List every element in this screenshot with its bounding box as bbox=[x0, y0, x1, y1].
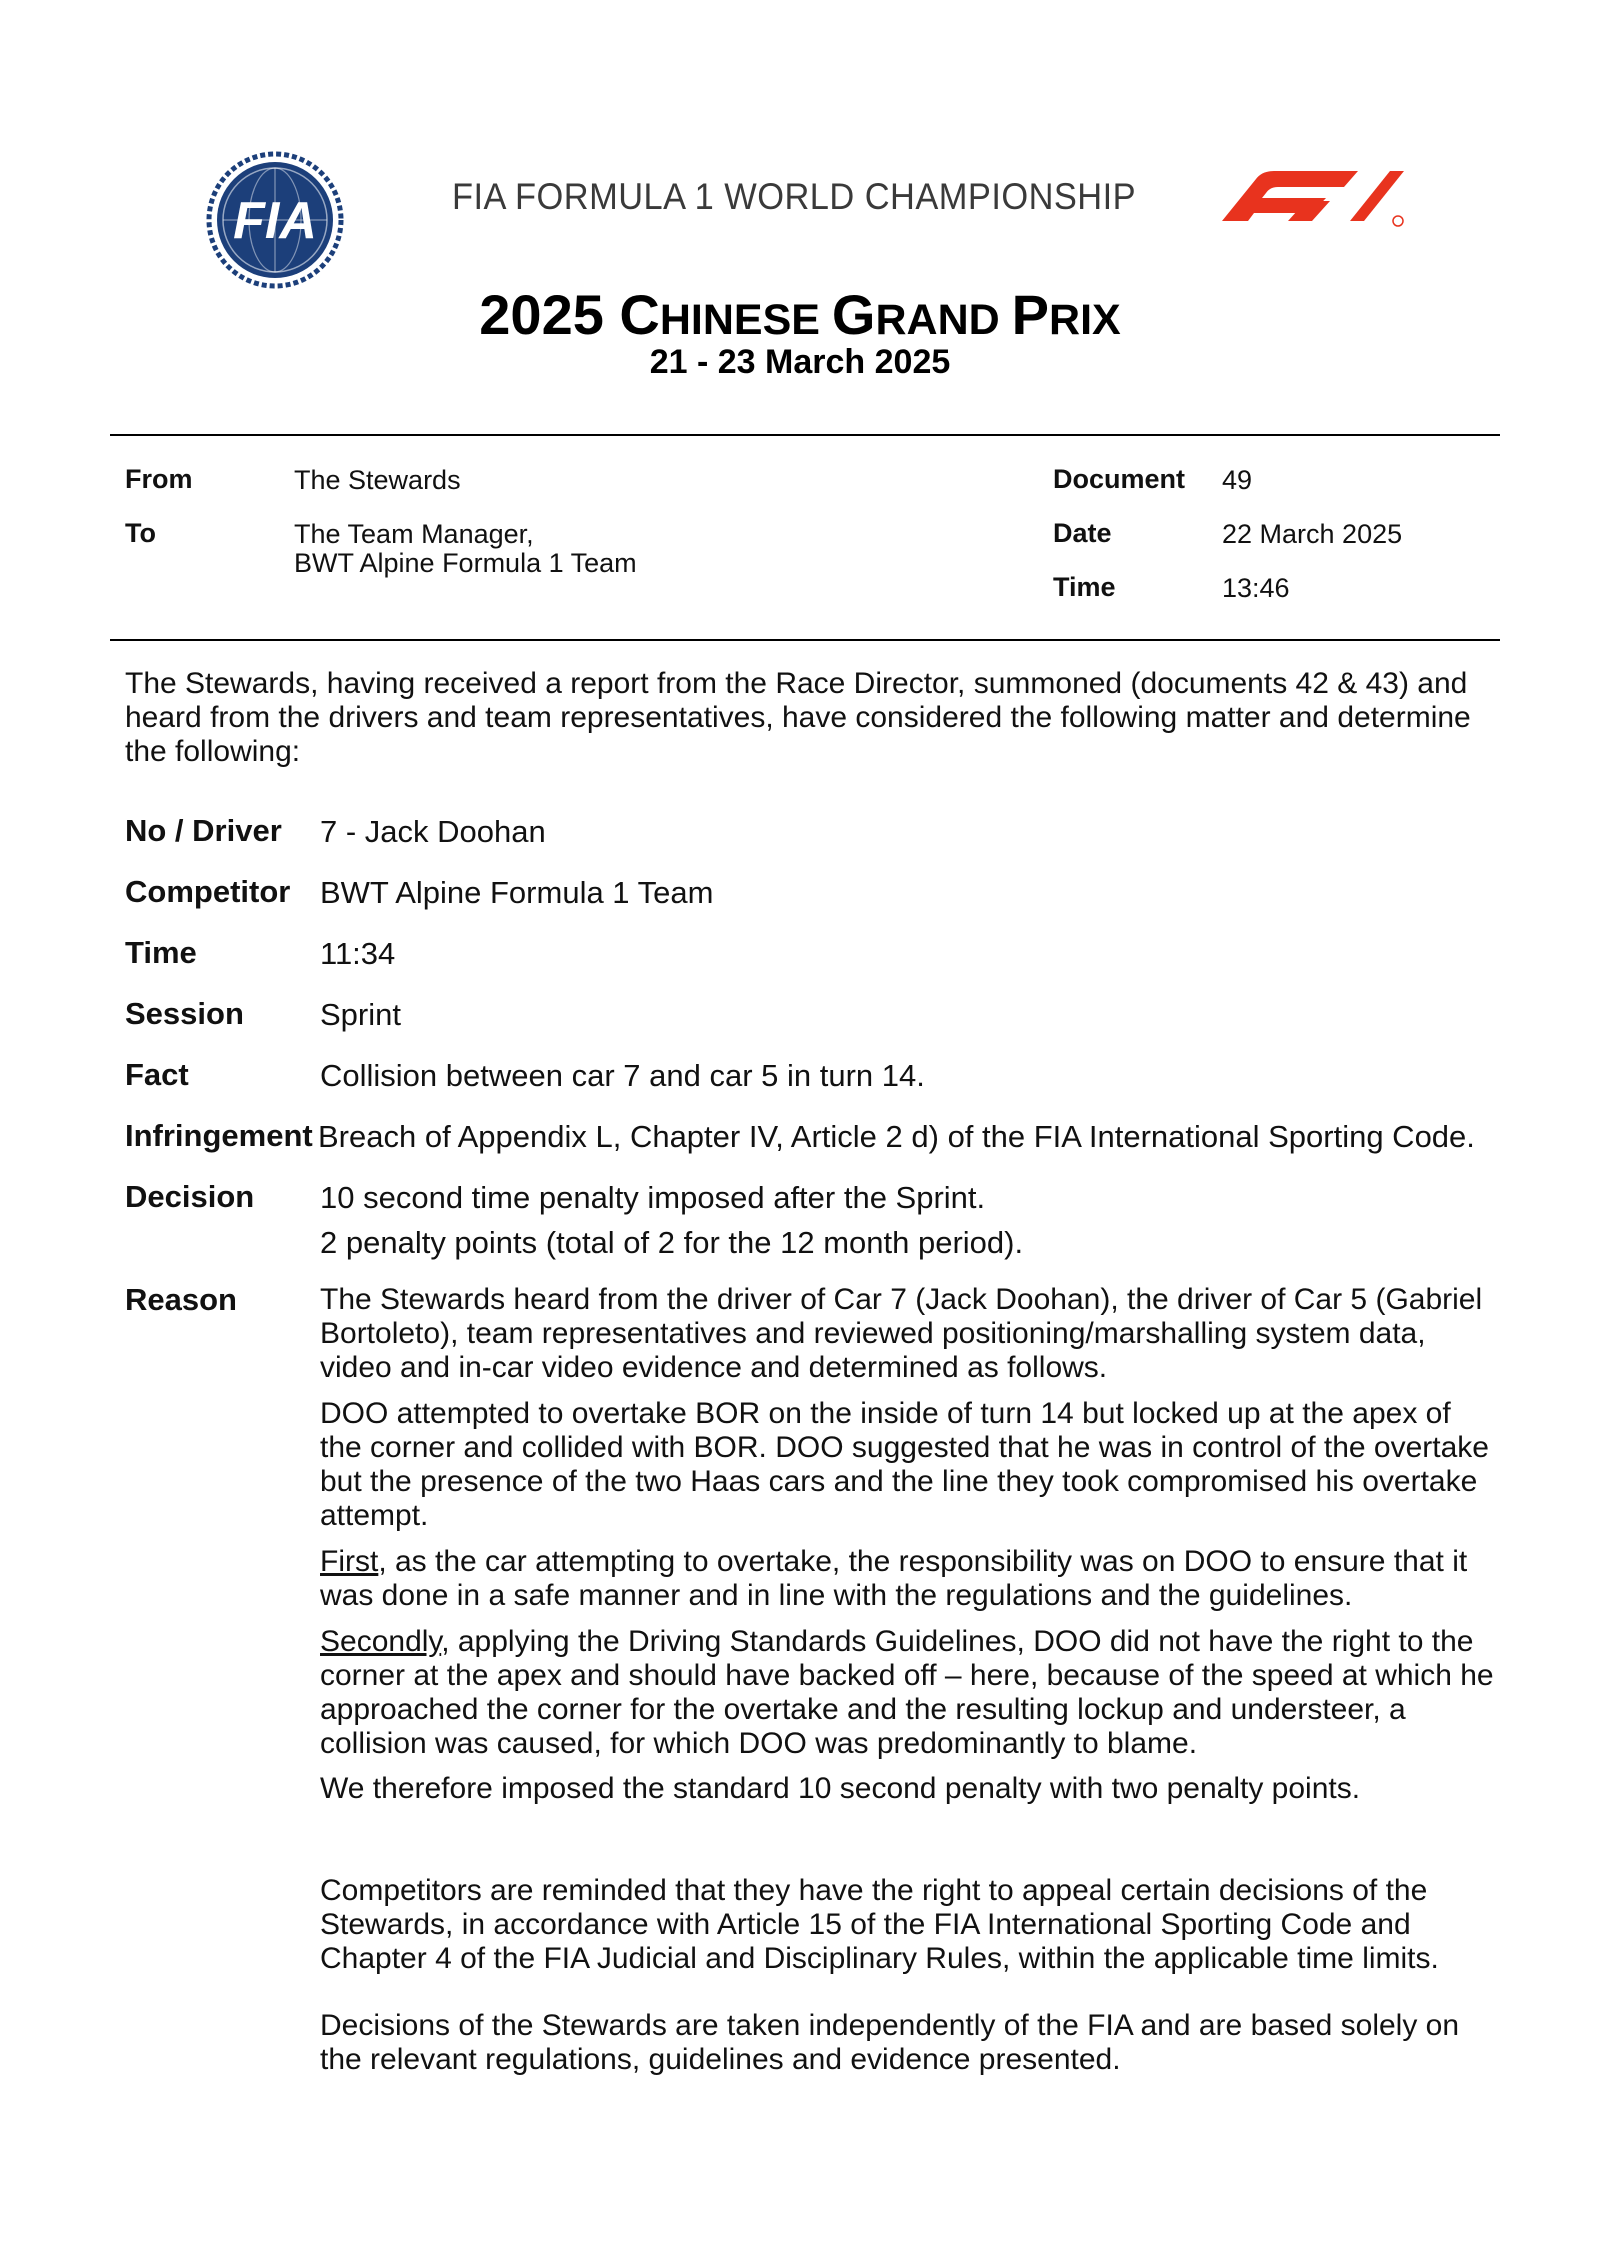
reason-paragraph-2: DOO attempted to overtake BOR on the inside of turn 14 but locked up at the apex of the corner and collided with BOR. DOO suggested that he was in control of the overtake but the presence of the two Haas cars and the line they took compromised his overtake attempt. bbox=[320, 1397, 1489, 1532]
bottom-divider bbox=[110, 639, 1500, 641]
document-value: 49 bbox=[1222, 465, 1253, 495]
fia-logo-text: FIA bbox=[233, 192, 317, 250]
reason-first-lead: First bbox=[320, 1545, 379, 1578]
reason-secondly-rest: , applying the Driving Standards Guidelines, DOO did not have the right to the corner at the apex and should have backed off – here, because of the speed at which he approached the corner for the overtake and the resulting lockup and understeer, a collision was caused, for which DOO was predominantly to blame. bbox=[320, 1625, 1494, 1760]
event-name-c: C bbox=[619, 283, 660, 346]
event-name-rix: RIX bbox=[1049, 296, 1121, 344]
decision-line-2: 2 penalty points (total of 2 for the 12 month period). bbox=[320, 1225, 1024, 1260]
championship-title: FIA FORMULA 1 WORLD CHAMPIONSHIP bbox=[452, 176, 1137, 217]
reason-paragraph-5: We therefore imposed the standard 10 second penalty with two penalty points. bbox=[320, 1772, 1361, 1805]
fact-value: Collision between car 7 and car 5 in turn 14. bbox=[320, 1058, 925, 1093]
infringement-value: Breach of Appendix L, Chapter IV, Article 2 d) of the FIA International Sporting Code. bbox=[318, 1119, 1475, 1154]
event-name-p: P bbox=[1011, 283, 1050, 346]
independence-notice: Decisions of the Stewards are taken independently of the FIA and are based solely on the relevant regulations, guidelines and evidence presented. bbox=[320, 2009, 1460, 2076]
reason-paragraph-1: The Stewards heard from the driver of Car 7 (Jack Doohan), the driver of Car 5 (Gabriel Bortoleto), team representatives and reviewed positioning/marshalling system data, video and in-car video evidence and determined as follows. bbox=[320, 1283, 1483, 1384]
f1-logo bbox=[1208, 165, 1404, 229]
driver-value: 7 - Jack Doohan bbox=[320, 814, 546, 849]
reason-secondly-lead: Secondly bbox=[320, 1625, 442, 1658]
driver-label: No / Driver bbox=[125, 813, 282, 848]
to-value bbox=[294, 520, 637, 578]
session-time-value: 11:34 bbox=[320, 936, 396, 971]
to-value-line1: The Team Manager, bbox=[294, 519, 534, 549]
event-year: 2025 bbox=[479, 283, 604, 346]
time-value: 13:46 bbox=[1222, 573, 1290, 603]
intro-paragraph: The Stewards, having received a report from the Race Director, summoned (documents 42 & 43) and heard from the drivers and team representatives, have considered the following matter and determine the following: bbox=[125, 667, 1471, 768]
to-label: To bbox=[125, 518, 156, 548]
reason-label: Reason bbox=[125, 1282, 237, 1317]
decision-label: Decision bbox=[125, 1179, 255, 1214]
fia-logo bbox=[205, 150, 345, 290]
date-value: 22 March 2025 bbox=[1222, 519, 1403, 549]
infringement-label: Infringement bbox=[125, 1118, 313, 1153]
event-dates: 21 - 23 March 2025 bbox=[649, 343, 951, 381]
date-label: Date bbox=[1053, 518, 1112, 548]
reason-paragraph-3 bbox=[320, 1545, 1500, 1613]
to-value-line2: BWT Alpine Formula 1 Team bbox=[294, 548, 637, 578]
top-divider bbox=[110, 434, 1500, 436]
event-name-rand: RAND bbox=[875, 296, 1012, 344]
reason-first-rest: , as the car attempting to overtake, the responsibility was on DOO to ensure that it was done in a safe manner and in line with the regulations and the guidelines. bbox=[320, 1545, 1468, 1612]
from-label: From bbox=[125, 464, 193, 494]
event-name-g: G bbox=[831, 283, 876, 346]
reason-paragraph-4 bbox=[320, 1625, 1500, 1761]
appeal-notice: Competitors are reminded that they have the right to appeal certain decisions of the Stewards, in accordance with Article 15 of the FIA International Sporting Code and Chapter 4 of the FIA Judicial and Disciplinary Rules, within the applicable time limits. bbox=[320, 1874, 1439, 1975]
from-value: The Stewards bbox=[294, 465, 461, 495]
session-value: Sprint bbox=[320, 997, 401, 1032]
event-name-hinese: HINESE bbox=[659, 296, 832, 344]
decision-line-1: 10 second time penalty imposed after the Sprint. bbox=[320, 1180, 986, 1215]
session-time-label: Time bbox=[125, 935, 197, 970]
session-label: Session bbox=[125, 996, 244, 1031]
fact-label: Fact bbox=[125, 1057, 189, 1092]
event-title bbox=[0, 282, 1600, 347]
competitor-label: Competitor bbox=[125, 874, 291, 909]
document-label: Document bbox=[1053, 464, 1186, 494]
competitor-value: BWT Alpine Formula 1 Team bbox=[320, 875, 714, 910]
time-label: Time bbox=[1053, 572, 1116, 602]
